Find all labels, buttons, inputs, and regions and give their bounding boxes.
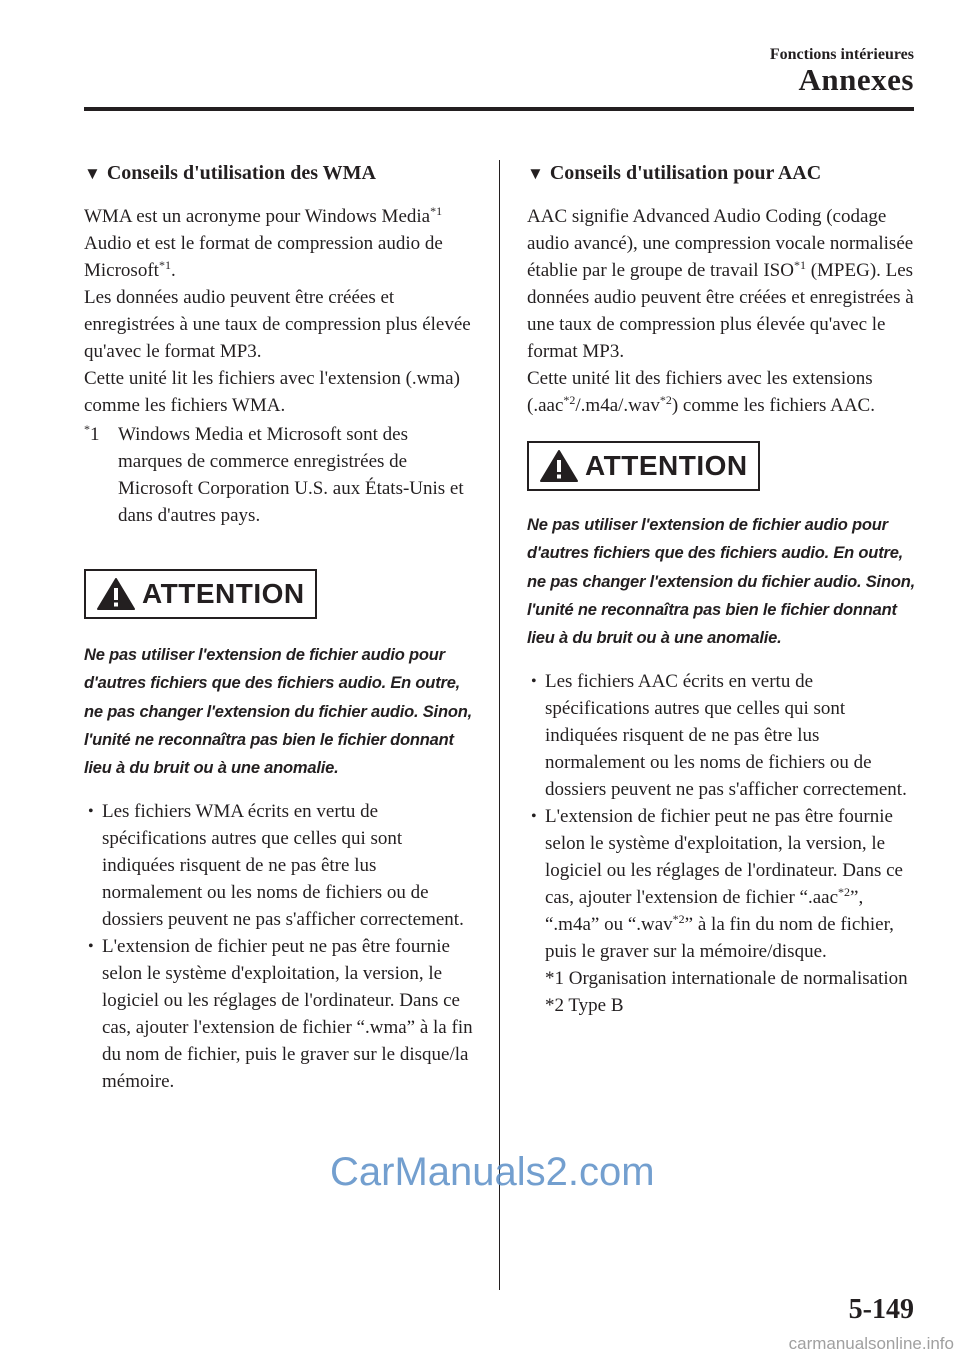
wma-paragraph-3: Cette unité lit les fichiers avec l'extension (.wma) comme les fichiers WMA. — [84, 368, 460, 416]
page-number: 5-149 — [848, 1294, 914, 1325]
list-item: • Les fichiers WMA écrits en vertu de spécifications autres que celles qui sont indiquées risquent de ne pas être lus normalement ou les noms de fichiers ou de dossiers peuvent ne pas s'afficher correctement. — [88, 801, 464, 931]
right-column — [527, 158, 919, 1019]
attention-box: ATTENTION — [84, 569, 317, 619]
warning-triangle-icon — [539, 449, 579, 483]
wma-paragraph-2: Les données audio peuvent être créées et enregistrées à une taux de compression plus élevée qu'avec le format MP3. — [84, 287, 471, 362]
attention-text: Ne pas utiliser l'extension de fichier audio pour d'autres fichiers que des fichiers audio. En outre, ne pas changer l'extension du fichier audio. Sinon, l'unité ne reconnaîtra pas bien le fichier donnant lieu à du bruit ou à une anomalie. — [527, 516, 915, 648]
header-rule — [84, 107, 914, 111]
footer-watermark: carmanualsonline.info — [788, 1334, 954, 1353]
list-item: • Les fichiers AAC écrits en vertu de spécifications autres que celles qui sont indiquées risquent de ne pas être lus normalement ou les noms de fichiers ou de dossiers peuvent ne pas s'afficher correctement. — [531, 671, 907, 801]
aac-bullet-list — [527, 668, 919, 1019]
wma-intro: WMA est un acronyme pour Windows Media$^{*1}$ Audio et est le format de compression audio de Microsoft$^{*1}$. — [84, 204, 443, 281]
warning-triangle-icon — [96, 577, 136, 611]
watermark: CarManuals2.com — [330, 1150, 655, 1194]
list-item: *2 Type B — [545, 995, 624, 1017]
wma-heading: ▼ Conseils d'utilisation des WMA — [84, 162, 376, 184]
section-label: Fonctions intérieures — [769, 46, 914, 63]
list-item: • L'extension de fichier peut ne pas être fournie selon le système d'exploitation, la version, le logiciel ou les réglages de l'ordinateur. Dans ce cas, ajouter l'extension de fichier “.wma” à la fin du nom de fichier, puis le graver sur le disque/la mémoire. — [88, 936, 473, 1093]
attention-text: Ne pas utiliser l'extension de fichier audio pour d'autres fichiers que des fichiers audio. En outre, ne pas changer l'extension du fichier audio. Sinon, l'unité ne reconnaîtra pas bien le fichier donnant lieu à du bruit ou à une anomalie. — [84, 646, 472, 778]
chapter-title: Annexes — [798, 62, 914, 97]
list-item: • L'extension de fichier peut ne pas être fournie selon le système d'exploitation, la version, le logiciel ou les réglages de l'ordinateur. Dans ce cas, ajouter l'extension de fichier “.aac$^{*2}$”, “.m4a” ou “.wav$^{*2}$” à la fin du nom de fichier, puis le graver sur la mémoire/disque. — [531, 806, 903, 963]
aac-heading: ▼ Conseils d'utilisation pour AAC — [527, 162, 822, 184]
aac-paragraph-2: Cette unité lit des fichiers avec les extensions (.aac$^{*2}$/.m4a/.wav$^{*2}$) comme les fichiers AAC. — [527, 368, 875, 416]
left-column — [84, 158, 476, 1095]
attention-box: ATTENTION — [527, 441, 760, 491]
column-divider — [499, 160, 500, 1290]
triangle-down-icon: ▼ — [84, 164, 101, 183]
aac-intro: AAC signifie Advanced Audio Coding (codage audio avancé), une compression vocale normalisée établie par le groupe de travail ISO$^{*1}$ (MPEG). Les données audio peuvent être créées et enregistrées à une taux de compression plus élevée qu'avec le format MP3. — [527, 206, 914, 362]
wma-footnote: *1 Windows Media et Microsoft sont des marques de commerce enregistrées de Microsoft Corporation U.S. aux États-Unis et dans d'autres pays. — [84, 422, 464, 526]
triangle-down-icon: ▼ — [527, 164, 544, 183]
list-item: *1 Organisation internationale de normalisation — [545, 968, 908, 990]
wma-bullet-list — [84, 798, 476, 1095]
